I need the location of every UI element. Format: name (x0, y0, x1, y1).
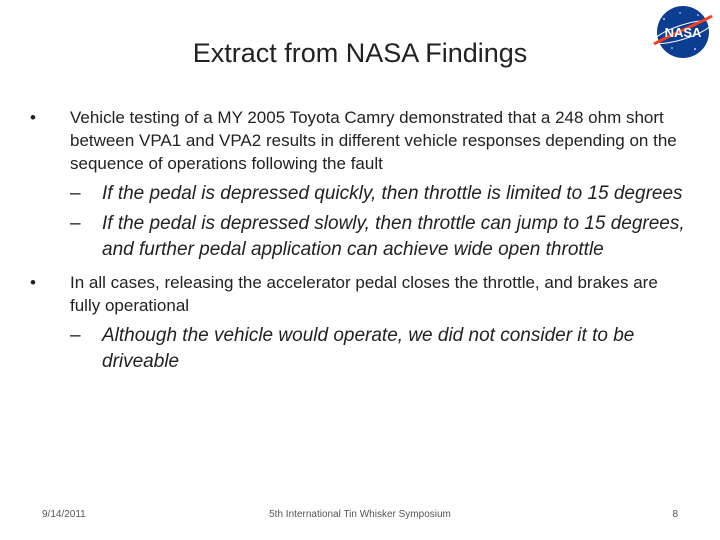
sub-bullet-text: If the pedal is depressed slowly, then throttle can jump to 15 degrees, and further pedal application can achieve wide open throttle (102, 213, 685, 260)
bullet-item (30, 271, 690, 317)
bullet-text: Vehicle testing of a MY 2005 Toyota Camry demonstrated that a 248 ohm short between VPA1 and VPA2 results in different vehicle responses depending on the sequence of operations following the fault (70, 108, 677, 173)
sub-bullet-text: If the pedal is depressed quickly, then throttle is limited to 15 degrees (102, 183, 683, 204)
sub-bullet-marker: – (70, 213, 81, 234)
sub-bullet-item (30, 181, 690, 207)
bullet-item (30, 106, 690, 175)
slide-content (30, 106, 690, 375)
slide-title: Extract from NASA Findings (192, 38, 528, 68)
sub-bullet-item (30, 211, 690, 263)
footer-event: 5th International Tin Whisker Symposium (269, 509, 451, 520)
sub-bullet-marker: – (70, 183, 81, 204)
bullet-marker: • (30, 108, 36, 127)
bullet-marker: • (30, 273, 36, 292)
sub-bullet-marker: – (70, 325, 81, 346)
bullet-text: In all cases, releasing the accelerator pedal closes the throttle, and brakes are fully operational (70, 273, 658, 315)
nasa-logo (650, 4, 716, 60)
sub-bullet-item (30, 323, 690, 375)
nasa-logo-text: NASA (664, 25, 702, 40)
footer-page-number: 8 (672, 509, 678, 520)
footer-date: 9/14/2011 (42, 509, 86, 520)
sub-bullet-text: Although the vehicle would operate, we did not consider it to be driveable (102, 325, 635, 372)
